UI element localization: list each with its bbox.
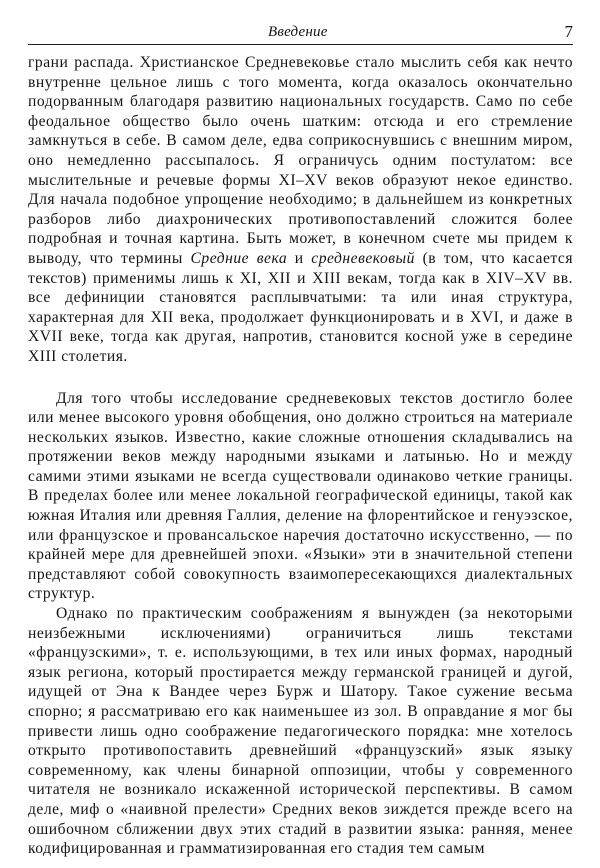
conjunction: и [287, 249, 312, 267]
body-text [28, 53, 573, 859]
paragraph-1-text-before: грани распада. Христианское Средневековье стало мыслить себя как нечто внутренне цельное лишь с того момента, когда оказалось окончательно подорванным благодаря развитию национальных государств. Само по себе феодальное общество было очень шатким: отсюда и его стремление замкнуться в себе. В самом деле, едва соприкоснувшись с внешним миром, оно немедленно рассыпалось. Я ограничусь одним постулатом: все мыслительные и речевые формы XI–XV веков образуют некое единство. Для начала подобное упрощение необходимо; в дальнейшем из конкретных разборов либо диахронических противопоставлений сложится более подробная и точная картина. Быть может, в конечном счете мы придем к выводу, что термины [28, 54, 573, 267]
running-header [28, 22, 573, 45]
page-number: 7 [561, 22, 574, 42]
paragraph-3: Однако по практическим соображениям я вынужден (за некоторыми неизбежными исключениями) ограничиться лишь текстами «французскими», т. е. использующими, в тех или иных формах, народный язык региона, который простирается между германской границей и дугой, идущей от Эна к Вандее через Бурж и Шатору. Такое сужение весьма спорно; я рассматриваю его как наименьшее из зол. В оправдание я мог бы привести лишь одно соображение педагогического порядка: мне хотелось открыто противопоставить древнейший «французский» язык языку современному, как члены бинарной оппозиции, чтобы у современного читателя не возникало искаженной исторической перспективы. В самом деле, миф о «наивной прелести» Средних веков зиждется прежде всего на ошибочном сближении двух этих стадий в развитии языка: ранняя, менее кодифицированная и грамматизированная его стадия тем самым [28, 605, 573, 858]
term-medieval: средневековый [311, 249, 415, 267]
paragraph-2: Для того чтобы исследование средневековых текстов достигло более или менее высокого уровня обобщения, оно должно строиться на материале нескольких языков. Известно, какие сложные отношения складывались на протяжении веков между народными языками и латынью. Но и между самими этими языками не всегда существовали одинаково четкие границы. В пределах более или менее локальной географической единицы, такой как южная Италия или древняя Галлия, деление на флорентийское и генуэзское, или французское и провансальское наречия достаточно искусственно, — по крайней мере для древнейшей эпохи. «Языки» эти в значительной степени представляют собой совокупность взаимопересекающихся диалектальных структур. [28, 389, 573, 603]
running-title: Введение [264, 24, 332, 41]
book-page [28, 22, 573, 859]
paragraph-1 [28, 53, 573, 367]
paragraph-gap [28, 367, 573, 389]
paragraph-1-text-after: (в том, что касается текстов) применимы лишь к XI, XII и XIII векам, тогда как в XIV–XV вв. все дефиниции становятся расплывчатыми: та или иная структура, характерная для XII века, продолжает функционировать и в XVI, и даже в XVII веке, тогда как другая, напротив, становится косной уже в середине XIII столетия. [28, 249, 573, 365]
term-middle-ages: Средние века [190, 249, 288, 267]
